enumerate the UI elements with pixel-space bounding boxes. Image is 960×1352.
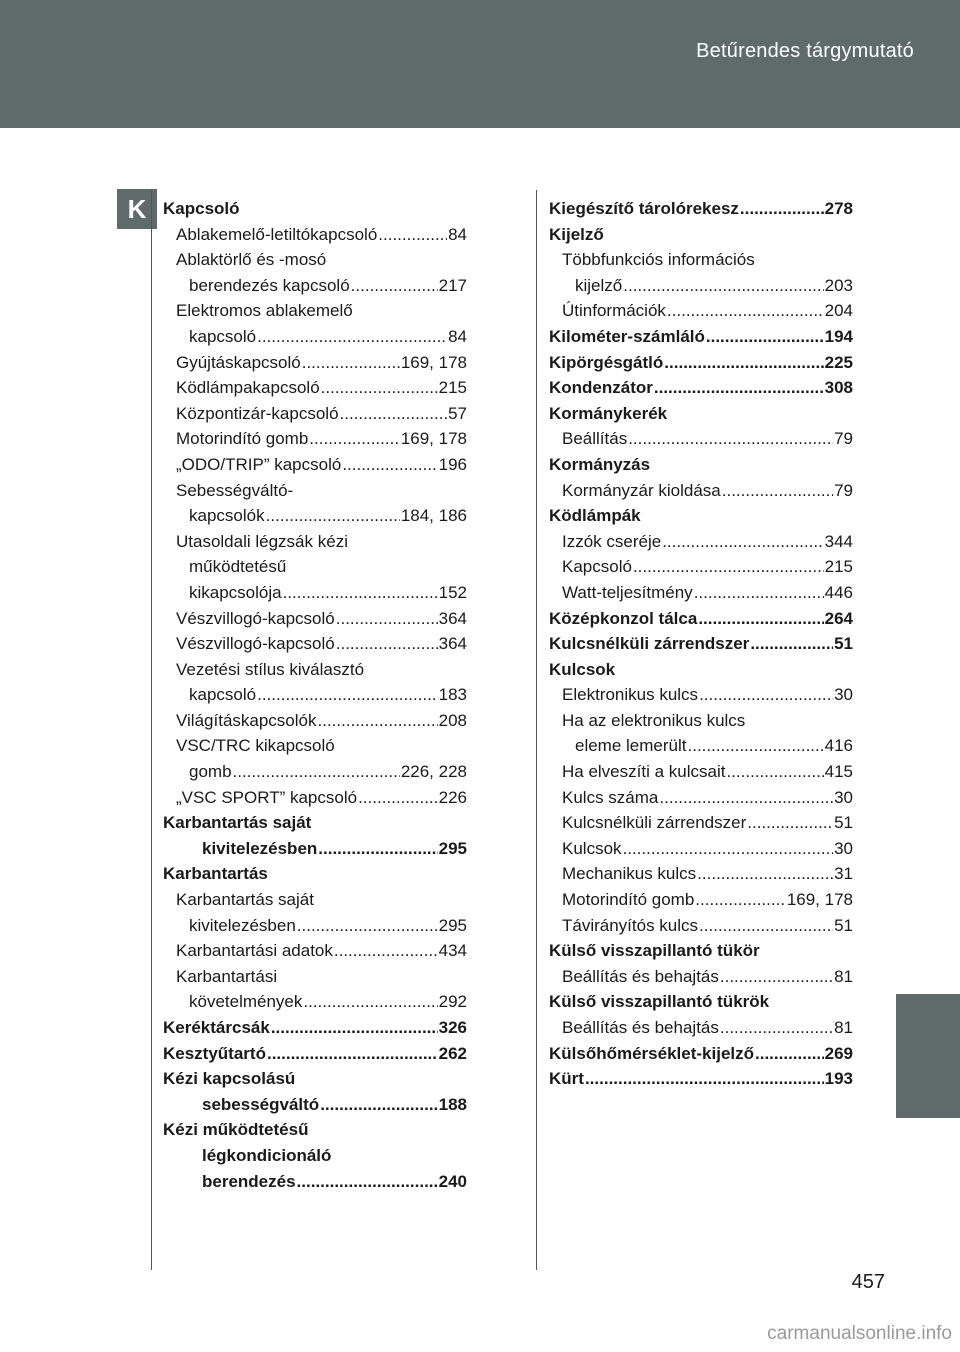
index-entry bbox=[549, 657, 853, 683]
index-entry bbox=[163, 478, 467, 504]
index-entry bbox=[163, 554, 467, 580]
index-entry bbox=[549, 273, 853, 299]
index-entry-page: 208 bbox=[438, 710, 467, 730]
column-divider-middle bbox=[536, 190, 537, 1270]
dot-leader bbox=[257, 324, 447, 350]
index-entry-term: Keréktárcsák bbox=[163, 1018, 270, 1037]
dot-leader bbox=[699, 913, 833, 939]
letter-tab: K bbox=[117, 189, 157, 229]
index-entry bbox=[163, 247, 467, 273]
index-entry-term: gomb bbox=[189, 762, 232, 782]
index-entry-term: Ha elveszíti a kulcsait bbox=[562, 762, 726, 782]
index-entry bbox=[163, 1143, 467, 1169]
index-entry-page: 415 bbox=[824, 762, 853, 782]
index-entry bbox=[549, 631, 853, 657]
dot-leader bbox=[358, 785, 438, 811]
index-entry-term: Kesztyűtartó bbox=[163, 1043, 266, 1063]
index-entry-page: 215 bbox=[438, 378, 467, 398]
index-entry-term: „VSC SPORT” kapcsoló bbox=[176, 787, 358, 807]
index-entry-term: Kipörgésgátló bbox=[549, 352, 664, 372]
index-entry bbox=[549, 222, 853, 248]
dot-leader bbox=[662, 529, 823, 555]
index-entry-term: Izzók cseréje bbox=[562, 531, 662, 551]
index-entry-term: Világításkapcsolók bbox=[176, 710, 317, 730]
dot-leader bbox=[320, 1092, 437, 1118]
dot-leader bbox=[321, 375, 438, 401]
index-entry-page: 81 bbox=[834, 1018, 853, 1037]
index-entry-term: Elektromos ablakemelő bbox=[176, 301, 353, 321]
index-entry-page: 225 bbox=[824, 352, 853, 372]
index-entry-term: Vészvillogó-kapcsoló bbox=[176, 634, 335, 654]
index-entry bbox=[163, 682, 467, 708]
index-entry-term: Kulcsok bbox=[549, 659, 616, 679]
dot-leader bbox=[267, 1041, 438, 1067]
dot-leader bbox=[755, 1041, 824, 1067]
dot-leader bbox=[302, 350, 400, 376]
index-entry-page: 295 bbox=[438, 838, 467, 858]
dot-leader bbox=[667, 298, 824, 324]
index-entry-page: 295 bbox=[438, 915, 467, 935]
index-entry-term: Távirányítós kulcs bbox=[562, 915, 699, 935]
index-entry bbox=[163, 606, 467, 632]
index-entry-term: kapcsolók bbox=[189, 506, 265, 526]
index-entry-term: Karbantartási bbox=[176, 966, 278, 986]
index-entry-page: 344 bbox=[824, 531, 853, 551]
index-entry-term: Központizár-kapcsoló bbox=[176, 403, 339, 423]
index-entry bbox=[549, 913, 853, 939]
index-entry-term: Külső visszapillantó tükrök bbox=[549, 992, 770, 1012]
index-entry bbox=[163, 1066, 467, 1092]
index-column-right bbox=[549, 196, 853, 1092]
index-entry bbox=[163, 989, 467, 1015]
index-entry-term: Motorindító gomb bbox=[176, 429, 309, 449]
index-entry bbox=[163, 1015, 467, 1041]
section-thumb-tab bbox=[896, 994, 960, 1118]
index-entry-page: 269 bbox=[824, 1043, 853, 1063]
dot-leader bbox=[659, 785, 833, 811]
index-entry-page: 446 bbox=[824, 582, 853, 602]
index-entry bbox=[549, 478, 853, 504]
index-entry bbox=[163, 759, 467, 785]
index-entry-page: 226, 228 bbox=[400, 762, 467, 782]
index-entry-page: 51 bbox=[834, 634, 853, 654]
page-number: 457 bbox=[851, 1271, 885, 1293]
dot-leader bbox=[378, 222, 447, 248]
index-entry-page: 169, 178 bbox=[786, 890, 853, 910]
index-entry bbox=[163, 298, 467, 324]
index-entry-page: 196 bbox=[438, 454, 467, 474]
index-entry-page: 51 bbox=[834, 915, 853, 935]
dot-leader bbox=[266, 503, 400, 529]
index-entry bbox=[163, 631, 467, 657]
index-entry-term: Kapcsoló bbox=[562, 557, 632, 577]
dot-leader bbox=[309, 426, 400, 452]
index-entry-term: Ködlámpakapcsoló bbox=[176, 378, 320, 398]
index-entry-page: 188 bbox=[438, 1094, 467, 1114]
index-entry-page: 51 bbox=[834, 813, 853, 833]
index-entry bbox=[549, 350, 853, 376]
index-entry bbox=[549, 529, 853, 555]
index-entry bbox=[549, 989, 853, 1015]
index-entry-page: 326 bbox=[438, 1018, 467, 1037]
index-entry-page: 226 bbox=[438, 787, 467, 807]
index-entry bbox=[549, 580, 853, 606]
index-entry-page: 194 bbox=[824, 326, 853, 346]
dot-leader bbox=[628, 426, 833, 452]
dot-leader bbox=[336, 606, 438, 632]
index-entry-page: 416 bbox=[824, 736, 853, 756]
dot-leader bbox=[283, 580, 438, 606]
dot-leader bbox=[654, 375, 824, 401]
index-entry bbox=[549, 401, 853, 427]
column-divider-left bbox=[151, 190, 152, 1270]
index-entry bbox=[163, 913, 467, 939]
index-entry bbox=[549, 964, 853, 990]
index-entry-term: Kapcsoló bbox=[163, 199, 240, 218]
index-entry bbox=[163, 657, 467, 683]
index-entry bbox=[549, 682, 853, 708]
index-entry-term: Kulcsnélküli zárrendszer bbox=[549, 634, 750, 654]
index-entry-term: kivitelezésben bbox=[202, 838, 318, 858]
index-entry bbox=[549, 426, 853, 452]
index-entry bbox=[549, 324, 853, 350]
index-entry-page: 364 bbox=[438, 634, 467, 654]
dot-leader bbox=[722, 478, 833, 504]
index-entry-term: kivitelezésben bbox=[189, 915, 296, 935]
dot-leader bbox=[706, 324, 824, 350]
dot-leader bbox=[336, 631, 438, 657]
page-header bbox=[0, 0, 960, 128]
dot-leader bbox=[664, 350, 823, 376]
index-entry bbox=[163, 964, 467, 990]
index-entry bbox=[163, 733, 467, 759]
index-entry-page: 217 bbox=[438, 275, 467, 295]
index-entry-term: Kézi működtetésű bbox=[163, 1120, 309, 1140]
index-entry-term: kapcsoló bbox=[189, 326, 257, 346]
index-entry-term: Vezetési stílus kiválasztó bbox=[176, 659, 365, 679]
dot-leader bbox=[297, 1169, 438, 1195]
index-entry bbox=[163, 1117, 467, 1143]
dot-leader bbox=[297, 913, 438, 939]
index-entry-term: Karbantartási adatok bbox=[176, 941, 333, 961]
dot-leader bbox=[271, 1015, 438, 1041]
index-entry-page: 193 bbox=[824, 1069, 853, 1089]
index-entry-term: Ködlámpák bbox=[549, 506, 641, 526]
dot-leader bbox=[694, 580, 824, 606]
index-entry-page: 79 bbox=[834, 429, 853, 449]
index-entry bbox=[549, 1066, 853, 1092]
dot-leader bbox=[351, 273, 438, 299]
index-entry-page: 30 bbox=[834, 787, 853, 807]
index-entry-term: Ablakemelő-letiltókapcsoló bbox=[176, 224, 378, 244]
index-entry bbox=[163, 375, 467, 401]
index-entry-page: 57 bbox=[448, 403, 467, 423]
index-entry bbox=[163, 1041, 467, 1067]
index-entry-page: 203 bbox=[824, 275, 853, 295]
dot-leader bbox=[726, 759, 823, 785]
index-entry-term: Beállítás bbox=[562, 429, 628, 449]
dot-leader bbox=[318, 708, 438, 734]
index-entry-term: berendezés bbox=[202, 1171, 296, 1191]
index-entry-page: 264 bbox=[824, 608, 853, 628]
index-entry bbox=[549, 247, 853, 273]
index-entry-page: 169, 178 bbox=[400, 429, 467, 449]
index-entry bbox=[549, 503, 853, 529]
index-entry-page: 84 bbox=[448, 326, 467, 346]
index-column-left bbox=[163, 196, 467, 1194]
index-entry-page: 364 bbox=[438, 608, 467, 628]
dot-leader bbox=[633, 554, 824, 580]
index-entry-term: Kézi kapcsolású bbox=[163, 1069, 296, 1089]
index-entry-page: 278 bbox=[824, 199, 853, 218]
index-entry bbox=[549, 1015, 853, 1041]
section-title: Betűrendes tárgymutató bbox=[696, 40, 914, 62]
index-entry bbox=[549, 452, 853, 478]
index-entry-page: 169, 178 bbox=[400, 352, 467, 372]
dot-leader bbox=[747, 810, 833, 836]
index-entry-term: Karbantartás bbox=[163, 864, 268, 884]
index-entry-term: Kilométer-számláló bbox=[549, 326, 705, 346]
index-entry bbox=[163, 503, 467, 529]
dot-leader bbox=[334, 938, 438, 964]
dot-leader bbox=[342, 452, 437, 478]
index-entry bbox=[549, 733, 853, 759]
dot-leader bbox=[697, 861, 833, 887]
index-entry-page: 84 bbox=[448, 224, 467, 244]
index-entry-term: követelmények bbox=[189, 992, 303, 1012]
index-entry-term: Külsőhőmérséklet-kijelző bbox=[549, 1043, 755, 1063]
index-entry-term: Elektronikus kulcs bbox=[562, 685, 699, 705]
dot-leader bbox=[699, 682, 833, 708]
dot-leader bbox=[303, 989, 437, 1015]
dot-leader bbox=[688, 733, 824, 759]
index-entry bbox=[163, 861, 467, 887]
index-entry-term: Kondenzátor bbox=[549, 378, 653, 398]
dot-leader bbox=[740, 196, 824, 222]
index-entry bbox=[549, 887, 853, 913]
index-entry bbox=[163, 324, 467, 350]
index-entry-page: 81 bbox=[834, 966, 853, 986]
index-entry bbox=[163, 938, 467, 964]
index-entry bbox=[163, 887, 467, 913]
index-entry-term: Kormányzár kioldása bbox=[562, 480, 721, 500]
index-entry-term: Gyújtáskapcsoló bbox=[176, 352, 301, 372]
index-entry-term: kijelző bbox=[575, 275, 623, 295]
index-entry bbox=[549, 785, 853, 811]
index-entry-page: 292 bbox=[438, 992, 467, 1012]
watermark: carmanualsonline.info bbox=[767, 1323, 952, 1344]
index-entry-term: Külső visszapillantó tükör bbox=[549, 941, 760, 961]
index-entry-term: Kürt bbox=[549, 1069, 584, 1089]
dot-leader bbox=[695, 887, 786, 913]
index-entry bbox=[163, 452, 467, 478]
index-entry-page: 434 bbox=[438, 941, 467, 961]
index-entry-term: kapcsoló bbox=[189, 685, 257, 705]
index-entry-term: berendezés kapcsoló bbox=[189, 275, 350, 295]
index-entry-page: 262 bbox=[438, 1043, 467, 1063]
index-entry-term: Kijelző bbox=[549, 224, 604, 244]
index-entry bbox=[163, 350, 467, 376]
dot-leader bbox=[233, 759, 400, 785]
index-entry bbox=[549, 938, 853, 964]
index-entry bbox=[549, 836, 853, 862]
dot-leader bbox=[698, 606, 823, 632]
index-entry bbox=[163, 1169, 467, 1195]
index-entry-page: 184, 186 bbox=[400, 506, 467, 526]
index-entry bbox=[549, 196, 853, 222]
index-entry bbox=[163, 580, 467, 606]
dot-leader bbox=[720, 964, 833, 990]
index-entry-term: működtetésű bbox=[189, 557, 287, 577]
dot-leader bbox=[318, 836, 437, 862]
index-entry-term: Kormánykerék bbox=[549, 403, 668, 423]
index-entry-term: Ha az elektronikus kulcs bbox=[562, 710, 746, 730]
index-entry-term: VSC/TRC kikapcsoló bbox=[176, 736, 335, 756]
index-entry-page: 31 bbox=[834, 864, 853, 884]
index-entry-term: eleme lemerült bbox=[575, 736, 687, 756]
dot-leader bbox=[623, 273, 823, 299]
index-entry bbox=[549, 606, 853, 632]
index-entry bbox=[549, 554, 853, 580]
index-entry bbox=[549, 810, 853, 836]
index-entry-term: légkondicionáló bbox=[202, 1145, 332, 1165]
index-entry-term: Ablaktörlő és -mosó bbox=[176, 250, 327, 270]
index-entry bbox=[549, 708, 853, 734]
index-entry-page: 30 bbox=[834, 685, 853, 705]
index-entry-page: 240 bbox=[438, 1171, 467, 1191]
dot-leader bbox=[720, 1015, 833, 1041]
dot-leader bbox=[585, 1066, 824, 1092]
dot-leader bbox=[340, 401, 448, 427]
index-entry-term: Sebességváltó- bbox=[176, 480, 294, 500]
index-entry bbox=[163, 273, 467, 299]
index-entry-term: sebességváltó bbox=[202, 1094, 320, 1114]
index-entry-page: 183 bbox=[438, 685, 467, 705]
index-entry-term: Utasoldali légzsák kézi bbox=[176, 531, 348, 551]
index-entry bbox=[163, 785, 467, 811]
index-entry-term: Kulcsnélküli zárrendszer bbox=[562, 813, 747, 833]
dot-leader bbox=[623, 836, 834, 862]
index-entry bbox=[163, 810, 467, 836]
index-entry bbox=[163, 836, 467, 862]
index-entry-page: 215 bbox=[824, 557, 853, 577]
index-entry bbox=[163, 222, 467, 248]
index-entry-page: 204 bbox=[824, 301, 853, 321]
index-entry-term: Watt-teljesítmény bbox=[562, 582, 693, 602]
index-entry bbox=[163, 529, 467, 555]
index-entry-page: 30 bbox=[834, 838, 853, 858]
index-entry-term: Karbantartás saját bbox=[163, 813, 312, 833]
index-entry bbox=[163, 401, 467, 427]
index-entry-term: Beállítás és behajtás bbox=[562, 1018, 719, 1037]
index-entry bbox=[163, 196, 467, 222]
index-entry bbox=[163, 426, 467, 452]
index-entry bbox=[549, 1041, 853, 1067]
index-entry-term: Motorindító gomb bbox=[562, 890, 695, 910]
index-entry-term: Középkonzol tálca bbox=[549, 608, 698, 628]
index-entry-term: Többfunkciós információs bbox=[562, 250, 755, 270]
index-entry-term: Kulcs száma bbox=[562, 787, 659, 807]
dot-leader bbox=[750, 631, 833, 657]
index-entry-term: Beállítás és behajtás bbox=[562, 966, 719, 986]
index-entry-term: „ODO/TRIP” kapcsoló bbox=[176, 454, 342, 474]
index-entry-term: Kiegészítő tárolórekesz bbox=[549, 199, 739, 218]
index-entry-term: Mechanikus kulcs bbox=[562, 864, 697, 884]
index-entry-page: 308 bbox=[824, 378, 853, 398]
index-entry-term: Útinformációk bbox=[562, 301, 666, 321]
index-entry-term: kikapcsolója bbox=[189, 582, 282, 602]
index-entry-term: Vészvillogó-kapcsoló bbox=[176, 608, 335, 628]
index-entry bbox=[549, 298, 853, 324]
index-entry bbox=[163, 1092, 467, 1118]
index-entry-page: 152 bbox=[438, 582, 467, 602]
index-entry bbox=[549, 759, 853, 785]
index-entry bbox=[549, 375, 853, 401]
index-entry bbox=[163, 708, 467, 734]
index-entry-term: Karbantartás saját bbox=[176, 890, 314, 910]
index-entry bbox=[549, 861, 853, 887]
index-entry-term: Kormányzás bbox=[549, 454, 651, 474]
index-entry-term: Kulcsok bbox=[562, 838, 622, 858]
dot-leader bbox=[257, 682, 438, 708]
index-entry-page: 79 bbox=[834, 480, 853, 500]
